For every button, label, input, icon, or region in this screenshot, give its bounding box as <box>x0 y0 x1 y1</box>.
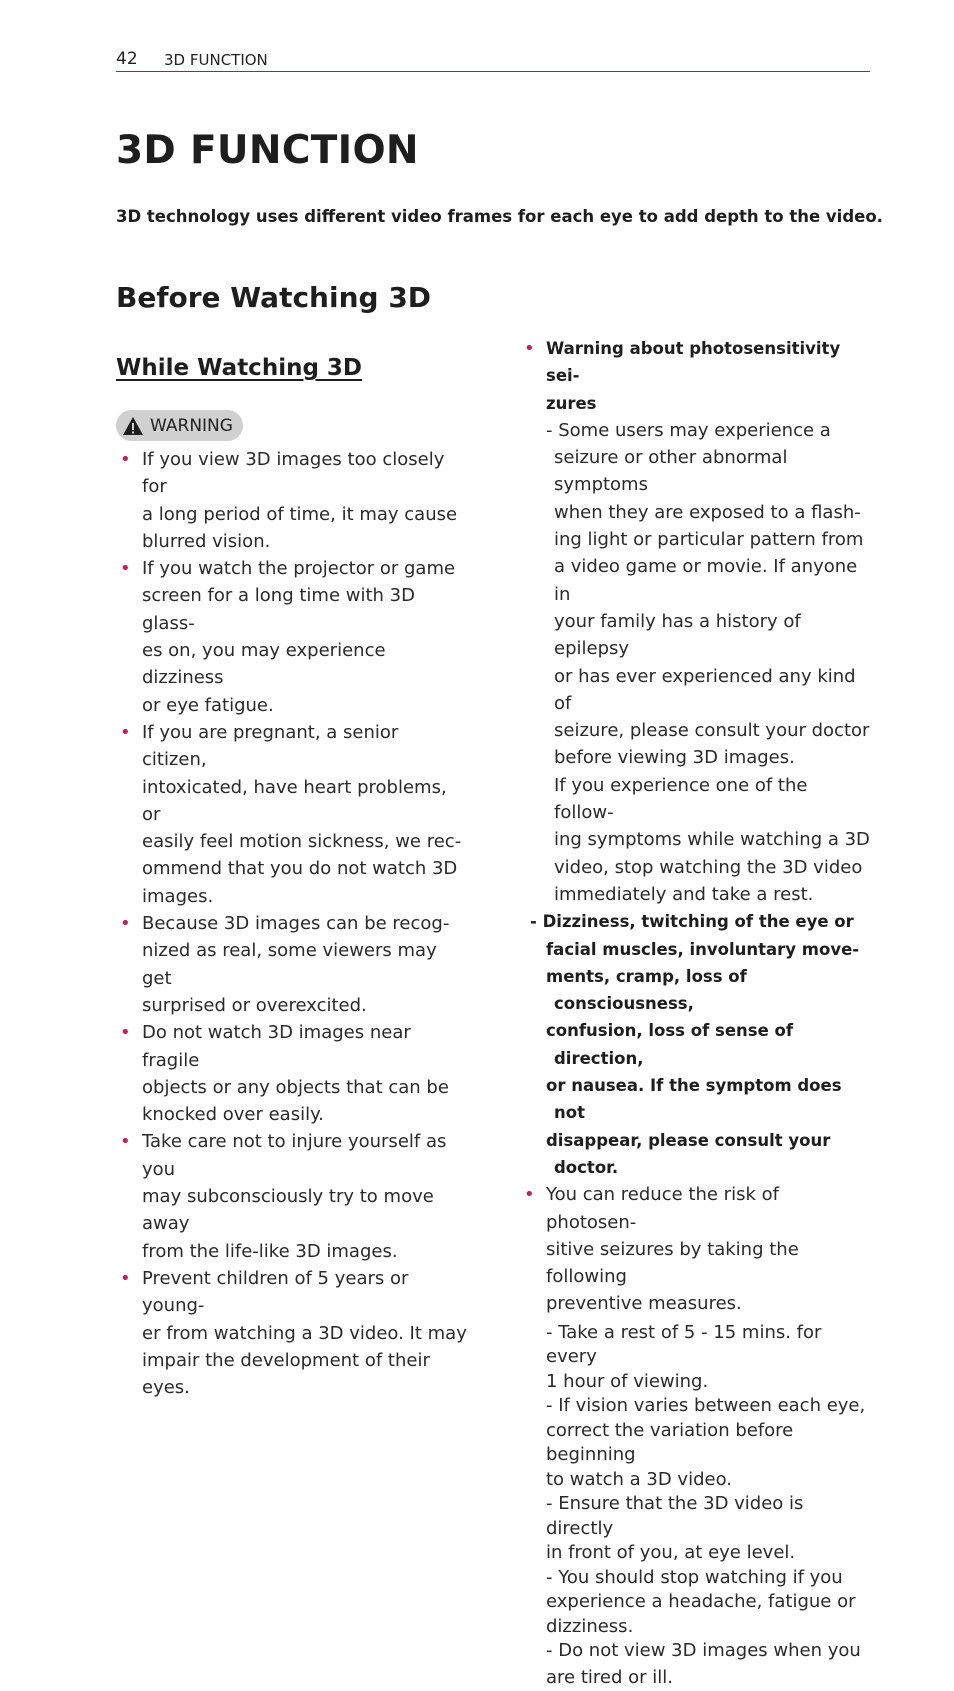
list-item-line: or eye fatigue. <box>142 694 274 716</box>
list-item <box>116 1265 468 1401</box>
list-item-photosensitivity <box>520 335 872 1181</box>
text-line: dizziness. <box>546 1615 634 1637</box>
text-line: before viewing 3D images. <box>554 747 795 769</box>
list-item-line: from the life-like 3D images. <box>142 1240 398 1262</box>
text-line: - Do not view 3D images when you <box>546 1640 861 1662</box>
bullet-icon: • <box>524 338 535 359</box>
warning-triangle-icon <box>122 416 144 436</box>
left-column <box>116 446 468 1401</box>
list-item <box>116 555 468 719</box>
list-item-line: If you are pregnant, a senior citizen, <box>142 721 399 771</box>
text-line: or nausea. If the symptom does not <box>546 1076 842 1123</box>
section-title: Before Watching 3D <box>116 281 432 314</box>
list-item-line: impair the development of their eyes. <box>142 1349 430 1399</box>
text-line: ments, cramp, loss of consciousness, <box>546 966 747 1014</box>
text-line: Warning about photosensitivity sei- <box>546 339 841 386</box>
text-line: - Some users may experience a <box>546 419 831 441</box>
photosensitivity-body <box>546 417 872 908</box>
list-item <box>116 719 468 910</box>
text-line: - Ensure that the 3D video is directly <box>546 1493 804 1539</box>
preventive-measures <box>546 1321 872 1664</box>
preventive-last-line: are tired or ill. <box>546 1666 673 1688</box>
list-item-line: Because 3D images can be recog- <box>142 913 450 935</box>
header-section-title: 3D FUNCTION <box>164 51 268 69</box>
text-line: - Take a rest of 5 - 15 mins. for every <box>546 1321 822 1368</box>
page-title: 3D FUNCTION <box>116 128 419 173</box>
text-line: video, stop watching the 3D video <box>554 856 863 878</box>
text-line: - Dizziness, twitching of the eye or <box>530 912 854 932</box>
text-line: experience a headache, fatigue or <box>546 1591 856 1613</box>
list-item-line: Prevent children of 5 years or young- <box>142 1267 409 1317</box>
list-item-line: If you view 3D images too closely for <box>142 449 445 498</box>
list-item-line: knocked over easily. <box>142 1104 324 1126</box>
list-item-line: blurred vision. <box>142 530 271 552</box>
list-item-line: ommend that you do not watch 3D <box>142 858 458 880</box>
list-item-line: a long period of time, it may cause <box>142 503 458 525</box>
page-number: 42 <box>116 49 138 69</box>
bullet-icon: • <box>120 913 131 935</box>
intro-text: 3D technology uses different video frames for each eye to add depth to the video. <box>116 207 883 226</box>
warning-badge <box>116 410 243 441</box>
text-line: facial muscles, involuntary move- <box>546 939 860 959</box>
text-line: disappear, please consult your doctor. <box>546 1130 831 1177</box>
text-line: seizure or other abnormal symptoms <box>554 447 788 496</box>
photosensitivity-symptoms <box>530 908 872 1181</box>
bullet-icon: • <box>524 1184 535 1206</box>
right-column <box>520 335 872 1691</box>
text-line: - If vision varies between each eye, <box>546 1395 866 1417</box>
photosensitivity-title <box>546 335 872 417</box>
text-line: to watch a 3D video. <box>546 1468 732 1490</box>
list-item-line: images. <box>142 885 214 907</box>
page-header <box>116 48 870 72</box>
text-line: If you experience one of the follow- <box>554 774 808 824</box>
text-line: ing light or particular pattern from <box>554 529 864 551</box>
text-line: seizure, please consult your doctor <box>554 720 870 742</box>
text-line: a video game or movie. If anyone in <box>554 556 858 605</box>
bullet-icon: • <box>120 449 131 470</box>
text-line: when they are exposed to a flash- <box>554 501 861 523</box>
list-item <box>116 1128 468 1264</box>
list-item <box>116 446 468 555</box>
bullet-icon: • <box>120 1267 131 1289</box>
bullet-icon: • <box>120 1131 131 1153</box>
bullet-icon: • <box>120 1022 131 1044</box>
list-item-line: may subconsciously try to move away <box>142 1186 434 1235</box>
list-item-line: If you watch the projector or game <box>142 558 456 580</box>
list-item <box>116 1019 468 1128</box>
list-item-line: screen for a long time with 3D glass- <box>142 585 415 634</box>
text-line: correct the variation before beginning <box>546 1419 794 1466</box>
text-line: ing symptoms while watching a 3D <box>554 829 870 851</box>
list-item-line: objects or any objects that can be <box>142 1076 449 1098</box>
text-line: your family has a history of epilepsy <box>554 610 801 660</box>
preventive-intro <box>546 1181 872 1317</box>
list-item-line: es on, you may experience dizziness <box>142 640 386 689</box>
bullet-icon: • <box>120 558 131 580</box>
list-item-preventive <box>520 1181 872 1691</box>
list-item-line: easily feel motion sickness, we rec- <box>142 831 462 853</box>
text-line: sitive seizures by taking the following <box>546 1238 799 1288</box>
text-line: in front of you, at eye level. <box>546 1542 796 1564</box>
list-item-line: nized as real, some viewers may get <box>142 940 437 989</box>
text-line: preventive measures. <box>546 1293 742 1315</box>
subsection-title: While Watching 3D <box>116 355 363 381</box>
warning-label: WARNING <box>150 415 233 436</box>
list-item <box>116 910 468 1019</box>
list-item-line: surprised or overexcited. <box>142 994 367 1016</box>
warning-list <box>116 446 468 1401</box>
text-line: zures <box>546 393 597 413</box>
list-item-line: Take care not to injure yourself as you <box>142 1131 447 1180</box>
text-line: confusion, loss of sense of direction, <box>546 1021 794 1068</box>
text-line: You can reduce the risk of photosen- <box>546 1184 779 1233</box>
list-item-line: Do not watch 3D images near fragile <box>142 1022 411 1071</box>
text-line: immediately and take a rest. <box>554 883 814 905</box>
text-line: - You should stop watching if you <box>546 1566 843 1588</box>
bullet-icon: • <box>120 721 131 743</box>
text-line: 1 hour of viewing. <box>546 1370 709 1392</box>
text-line: or has ever experienced any kind of <box>554 665 856 714</box>
list-item-line: intoxicated, have heart problems, or <box>142 776 447 825</box>
list-item-line: er from watching a 3D video. It may <box>142 1322 467 1344</box>
